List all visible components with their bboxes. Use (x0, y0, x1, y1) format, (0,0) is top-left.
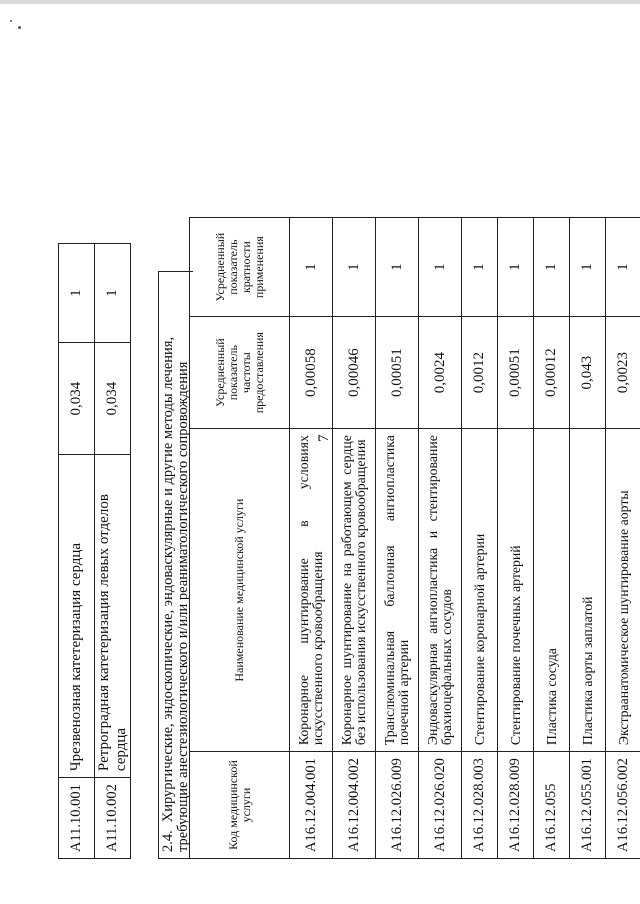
top-services-table (58, 243, 131, 859)
section-heading (158, 271, 193, 859)
service-multiplicity: 1 (534, 218, 570, 317)
service-name: Экстраанатомическое шунтирование аорты (606, 429, 640, 752)
service-multiplicity: 1 (498, 218, 534, 317)
service-code: A16.12.055 (534, 752, 570, 859)
page-number: 7 (316, 434, 332, 442)
service-multiplicity: 1 (462, 218, 498, 317)
service-multiplicity: 1 (59, 244, 95, 343)
service-name: Пластика аорты заплатой (570, 429, 606, 752)
service-multiplicity: 1 (333, 218, 376, 317)
service-frequency: 0,0024 (419, 317, 462, 429)
service-code: A16.12.056.002 (606, 752, 640, 859)
service-code: A16.12.026.020 (419, 752, 462, 859)
service-frequency: 0,0023 (606, 317, 640, 429)
service-name: Коронарное шунтирование на работающем сердце без использования искусственного кровообращения (333, 429, 376, 752)
service-multiplicity: 1 (95, 244, 131, 343)
table-row (290, 218, 333, 859)
table-row (498, 218, 534, 859)
service-name: Ретроградная катетеризация левых отделов сердца (95, 455, 131, 778)
table-row (59, 244, 95, 859)
header-name: Наименование медицинской услуги (190, 429, 290, 752)
surgical-services-table (189, 217, 640, 859)
section-number: 2.4. (160, 830, 176, 852)
service-frequency: 0,00051 (376, 317, 419, 429)
table-row (333, 218, 376, 859)
service-frequency: 0,043 (570, 317, 606, 429)
service-code: A16.12.028.009 (498, 752, 534, 859)
service-code: A16.12.004.002 (333, 752, 376, 859)
header-frequency: Усредненный показатель частоты предоставления (190, 317, 290, 429)
service-name: Стентирование коронарной артерии (462, 429, 498, 752)
table-row (570, 218, 606, 859)
section-title: Хирургические, эндоскопические, эндоваскулярные и другие методы лечения, требующие анестезиологического и/или реаниматологического сопровождения (160, 336, 191, 852)
table-row (606, 218, 640, 859)
header-multiplicity: Усредненный показатель кратности применения (190, 218, 290, 317)
table-row (95, 244, 131, 859)
service-code: A16.12.028.003 (462, 752, 498, 859)
service-code: A16.12.055.001 (570, 752, 606, 859)
table-row (419, 218, 462, 859)
service-multiplicity: 1 (606, 218, 640, 317)
service-frequency: 0,034 (59, 343, 95, 455)
service-name: Чрезвенозная катетеризация сердца (59, 455, 95, 778)
service-name: Стентирование почечных артерий (498, 429, 534, 752)
service-multiplicity: 1 (290, 218, 333, 317)
service-code: A16.12.004.001 (290, 752, 333, 859)
service-frequency: 0,00046 (333, 317, 376, 429)
table-header-row (190, 218, 290, 859)
service-name: Эндоваскулярная ангиопластика и стентирование брахиоцефальных сосудов (419, 429, 462, 752)
service-code: A11.10.001 (59, 778, 95, 859)
table-row (534, 218, 570, 859)
service-code: A16.12.026.009 (376, 752, 419, 859)
service-frequency: 0,0012 (462, 317, 498, 429)
service-multiplicity: 1 (376, 218, 419, 317)
service-multiplicity: 1 (419, 218, 462, 317)
table-row (376, 218, 419, 859)
service-frequency: 0,00058 (290, 317, 333, 429)
service-multiplicity: 1 (570, 218, 606, 317)
service-frequency: 0,00051 (498, 317, 534, 429)
table-row (462, 218, 498, 859)
service-name: Коронарное шунтирование в условиях искусственного кровообращения (290, 429, 333, 752)
service-name: Транслюминальная баллонная ангиопластика почечной артерии (376, 429, 419, 752)
service-frequency: 0,034 (95, 343, 131, 455)
service-frequency: 0,00012 (534, 317, 570, 429)
service-name: Пластика сосуда (534, 429, 570, 752)
service-code: A11.10.002 (95, 778, 131, 859)
header-code: Код медицинской услуги (190, 752, 290, 859)
